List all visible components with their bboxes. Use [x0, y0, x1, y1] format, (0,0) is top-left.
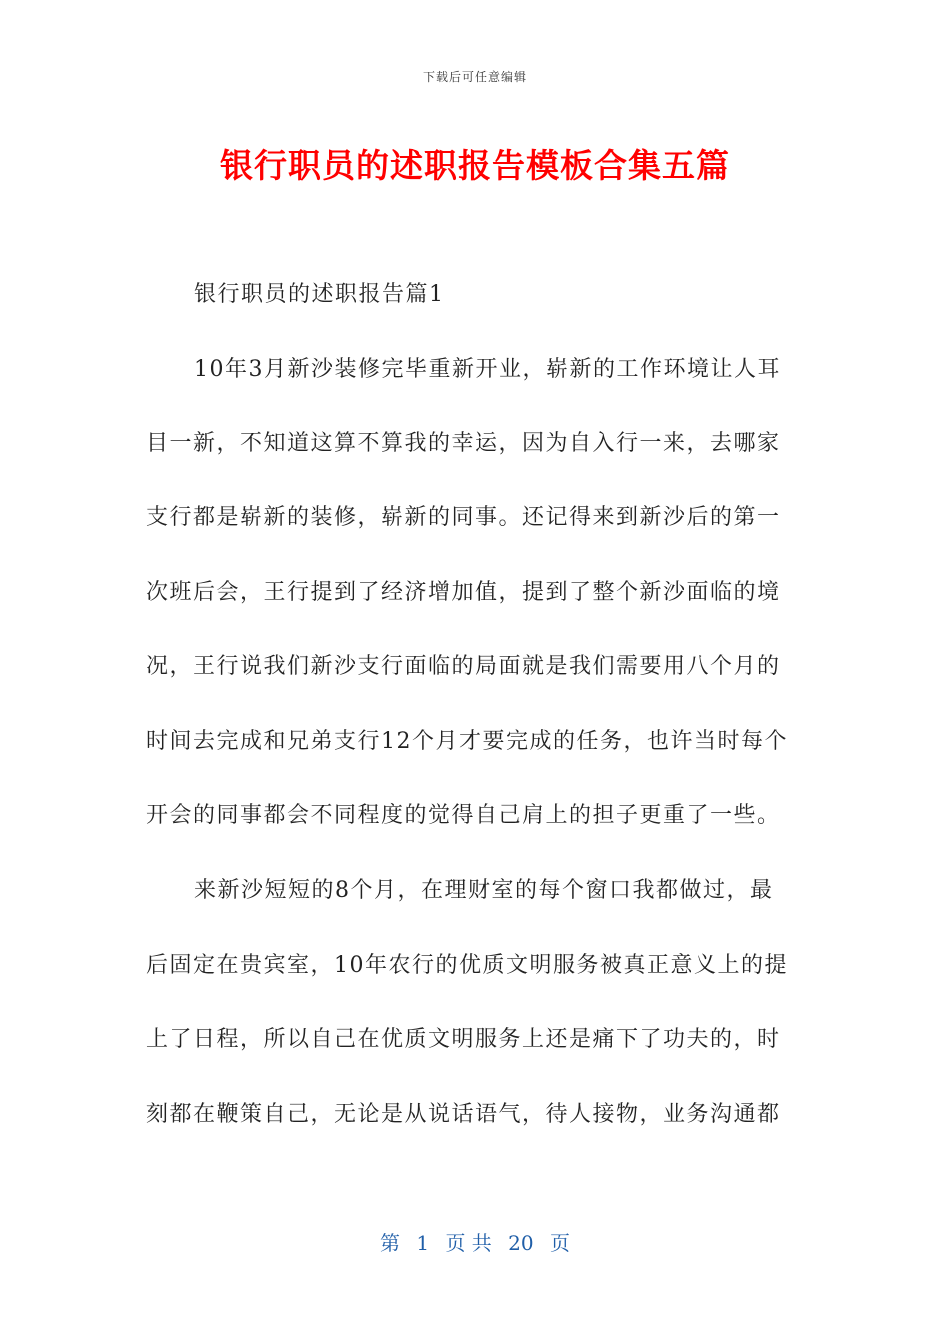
section-heading: 银行职员的述职报告篇1 [194, 282, 445, 307]
paragraph-line: 时间去完成和兄弟支行12个月才要完成的任务，也许当时每个 [146, 729, 788, 754]
paragraph-line: 目一新，不知道这算不算我的幸运，因为自入行一来，去哪家 [146, 431, 781, 456]
paragraph-line: 况，王行说我们新沙支行面临的局面就是我们需要用八个月的 [146, 654, 781, 679]
paragraph-line: 次班后会，王行提到了经济增加值，提到了整个新沙面临的境 [146, 580, 781, 605]
footer-suffix: 页 [549, 1231, 570, 1255]
paragraph-line: 支行都是崭新的装修，崭新的同事。还记得来到新沙后的第一 [146, 505, 781, 530]
footer-middle: 页 共 [445, 1231, 492, 1255]
page-number: 1 [416, 1231, 430, 1255]
paragraph-line: 后固定在贵宾室，10年农行的优质文明服务被真正意义上的提 [146, 953, 788, 978]
page-footer [0, 1227, 950, 1256]
paragraph-line: 开会的同事都会不同程度的觉得自己肩上的担子更重了一些。 [146, 803, 781, 828]
paragraph-line: 刻都在鞭策自己，无论是从说话语气，待人接物，业务沟通都 [146, 1102, 781, 1127]
footer-prefix: 第 [380, 1231, 400, 1255]
paragraph-line: 10年3月新沙装修完毕重新开业，崭新的工作环境让人耳 [194, 357, 781, 382]
header-note: 下载后可任意编辑 [422, 70, 527, 84]
page-total: 20 [508, 1231, 534, 1255]
document-title: 银行职员的述职报告模板合集五篇 [220, 146, 730, 185]
paragraph-line: 上了日程，所以自己在优质文明服务上还是痛下了功夫的，时 [146, 1027, 781, 1052]
paragraph-line: 来新沙短短的8个月，在理财室的每个窗口我都做过，最 [194, 878, 774, 903]
